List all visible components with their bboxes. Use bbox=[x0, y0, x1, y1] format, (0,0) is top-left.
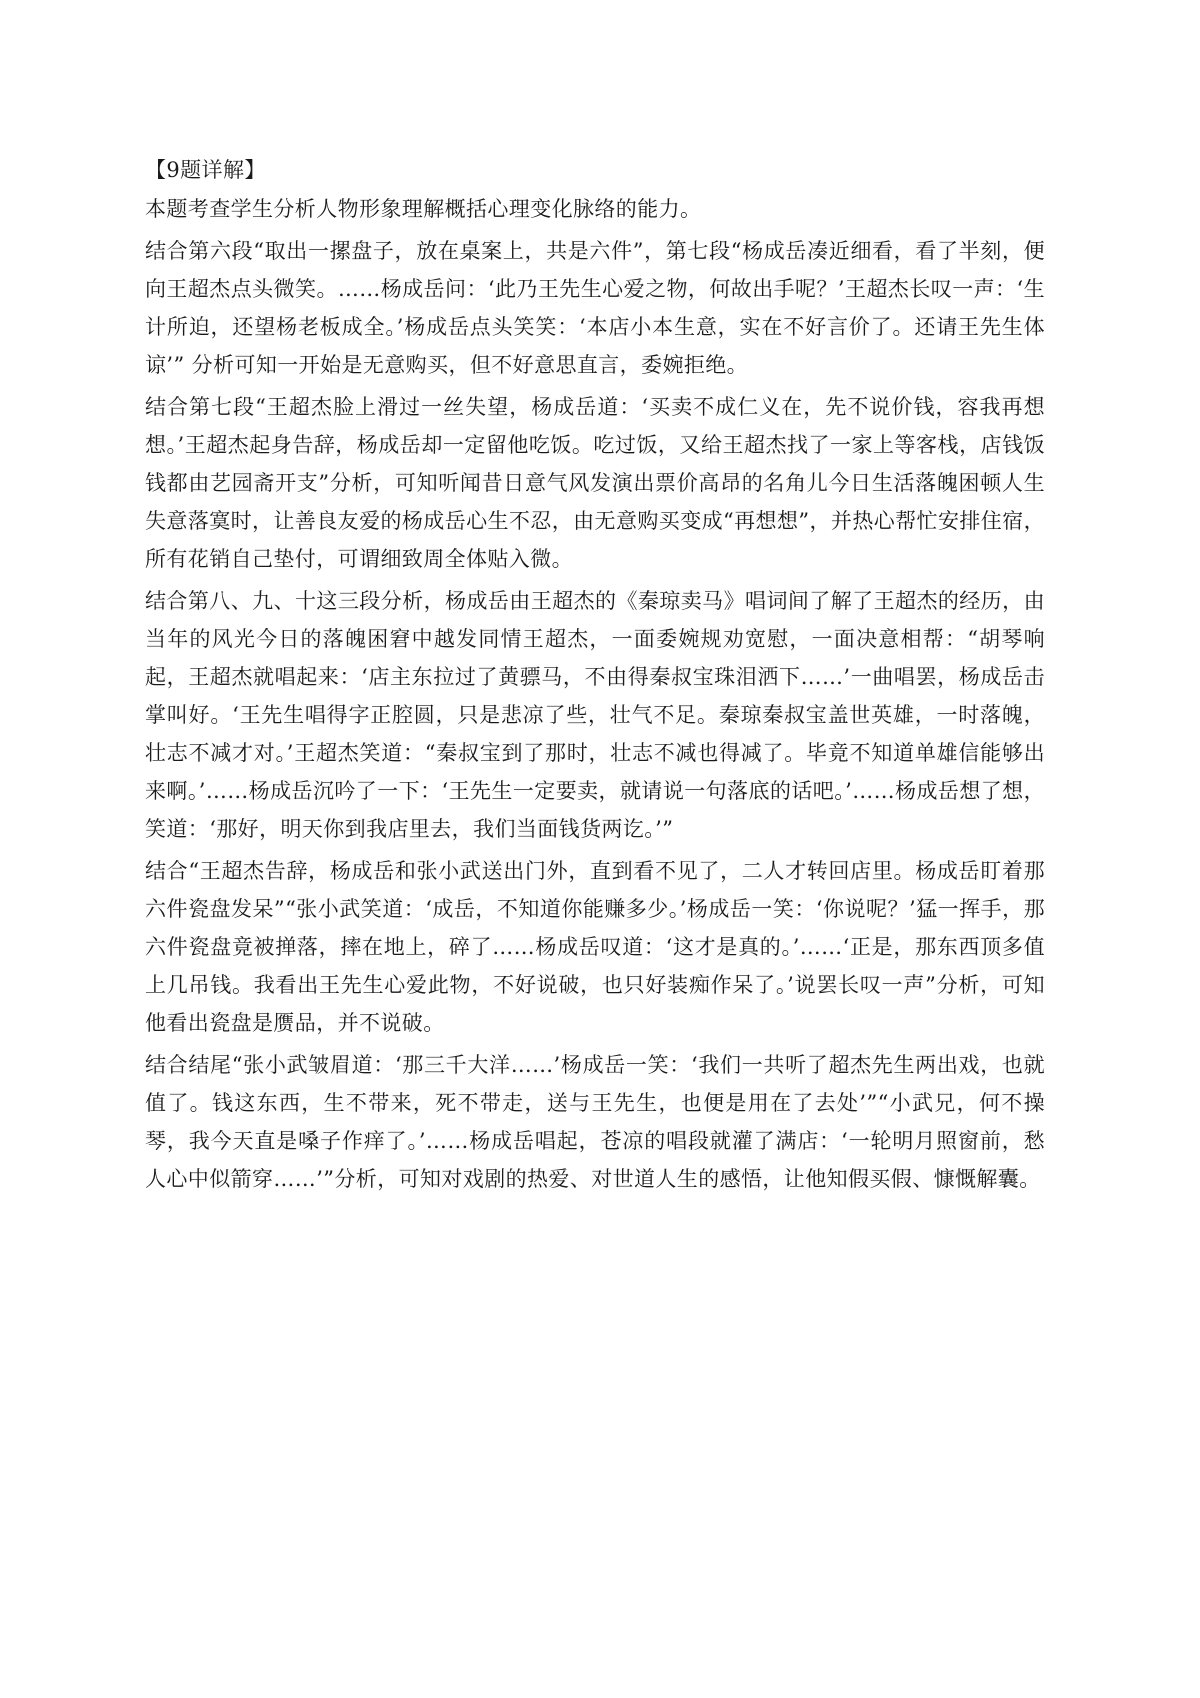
document-page bbox=[145, 150, 1045, 1202]
section-heading: 【9题详解】 bbox=[145, 158, 266, 182]
paragraph-analysis-5: 结合结尾“张小武皱眉道：‘那三千大洋……’杨成岳一笑：‘我们一共听了超杰先生两出戏，也就值了。钱这东西，生不带来，死不带走，送与王先生，也便是用在了去处’”“小武兄，何不操琴，我今天直是嗓子作痒了。’……杨成岳唱起，苍凉的唱段就灌了满店：‘一轮明月照窗前，愁人心中似箭穿……’”分析，可知对戏剧的热爱、对世道人生的感悟，让他知假买假、慷慨解囊。 bbox=[145, 1053, 1045, 1191]
paragraph-analysis-2: 结合第七段“王超杰脸上滑过一丝失望，杨成岳道：‘买卖不成仁义在，先不说价钱，容我再想想。’王超杰起身告辞，杨成岳却一定留他吃饭。吃过饭，又给王超杰找了一家上等客栈，店钱饭钱都由艺园斋开支”分析，可知听闻昔日意气风发演出票价高昂的名角儿今日生活落魄困顿人生失意落寞时，让善良友爱的杨成岳心生不忍，由无意购买变成“再想想”，并热心帮忙安排住宿，所有花销自己垫付，可谓细致周全体贴入微。 bbox=[145, 395, 1045, 571]
paragraph-analysis-1: 结合第六段“取出一摞盘子，放在桌案上，共是六件”，第七段“杨成岳凑近细看，看了半刻，便向王超杰点头微笑。……杨成岳问：‘此乃王先生心爱之物，何故出手呢？’王超杰长叹一声：‘生计所迫，还望杨老板成全。’杨成岳点头笑笑：‘本店小本生意，实在不好言价了。还请王先生体谅’” 分析可知一开始是无意购买，但不好意思直言，委婉拒绝。 bbox=[145, 239, 1045, 377]
paragraph-intro: 本题考查学生分析人物形象理解概括心理变化脉络的能力。 bbox=[145, 197, 702, 221]
paragraph-analysis-4: 结合“王超杰告辞，杨成岳和张小武送出门外，直到看不见了，二人才转回店里。杨成岳盯着那六件瓷盘发呆”“张小武笑道：‘成岳，不知道你能赚多少。’杨成岳一笑：‘你说呢？’猛一挥手，那六件瓷盘竟被掸落，摔在地上，碎了……杨成岳叹道：‘这才是真的。’……‘正是，那东西顶多值上几吊钱。我看出王先生心爱此物，不好说破，也只好装痴作呆了。’说罢长叹一声”分析，可知他看出瓷盘是赝品，并不说破。 bbox=[145, 859, 1045, 1035]
paragraph-analysis-3: 结合第八、九、十这三段分析，杨成岳由王超杰的《秦琼卖马》唱词间了解了王超杰的经历，由当年的风光今日的落魄困窘中越发同情王超杰，一面委婉规劝宽慰，一面决意相帮：“胡琴响起，王超杰就唱起来：‘店主东拉过了黄骠马，不由得秦叔宝珠泪洒下……’一曲唱罢，杨成岳击掌叫好。‘王先生唱得字正腔圆，只是悲凉了些，壮气不足。秦琼秦叔宝盖世英雄，一时落魄，壮志不减才对。’王超杰笑道：“秦叔宝到了那时，壮志不减也得减了。毕竟不知道单雄信能够出来啊。’……杨成岳沉吟了一下：‘王先生一定要卖，就请说一句落底的话吧。’……杨成岳想了想，笑道：‘那好，明天你到我店里去，我们当面钱货两讫。’” bbox=[145, 589, 1045, 841]
